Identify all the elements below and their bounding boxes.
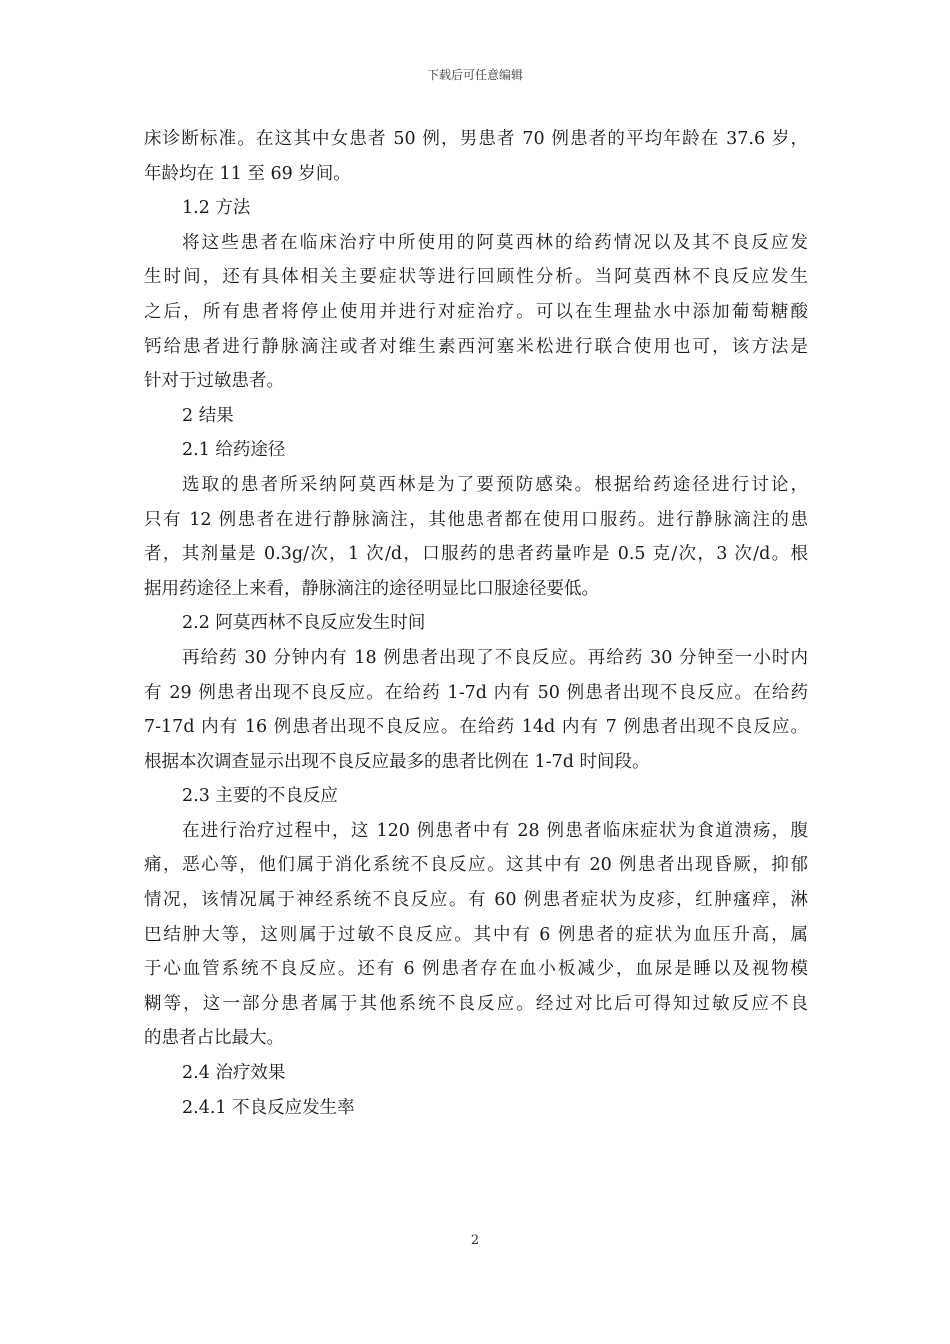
paragraph-line: 选取的患者所采纳阿莫西林是为了要预防感染。根据给药途径进行讨论， (182, 474, 808, 495)
section-heading: 2 结果 (182, 405, 234, 426)
paragraph-line: 将这些患者在临床治疗中所使用的阿莫西林的给药情况以及其不良反应发 (182, 232, 808, 253)
paragraph-line: 的患者占比最大。 (144, 1028, 284, 1049)
paragraph-line: 巴结肿大等，这则属于过敏不良反应。其中有 6 例患者的症状为血压升高，属 (144, 924, 808, 945)
paragraph-line: 据用药途径上来看，静脉滴注的途径明显比口服途径要低。 (144, 578, 599, 599)
paragraph-line: 生时间，还有具体相关主要症状等进行回顾性分析。当阿莫西林不良反应发生 (144, 267, 808, 288)
section-heading: 2.3 主要的不良反应 (182, 786, 338, 807)
section-heading: 1.2 方法 (182, 198, 251, 219)
paragraph-line: 根据本次调查显示出现不良反应最多的患者比例在 1-7d 时间段。 (144, 751, 650, 772)
paragraph-line: 针对于过敏患者。 (144, 371, 284, 392)
paragraph-line: 于心血管系统不良反应。还有 6 例患者存在血小板减少，血尿是睡以及视物模 (144, 959, 808, 980)
section-heading: 2.2 阿莫西林不良反应发生时间 (182, 613, 426, 634)
paragraph-line: 糊等，这一部分患者属于其他系统不良反应。经过对比后可得知过敏反应不良 (144, 993, 808, 1014)
document-body (144, 122, 808, 1125)
paragraph-line: 情况，该情况属于神经系统不良反应。有 60 例患者症状为皮疹，红肿瘙痒，淋 (144, 890, 808, 911)
paragraph-line: 只有 12 例患者在进行静脉滴注，其他患者都在使用口服药。进行静脉滴注的患 (144, 509, 808, 530)
paragraph-line: 7-17d 内有 16 例患者出现不良反应。在给药 14d 内有 7 例患者出现不良反应。 (144, 717, 808, 738)
page-header: 下载后可任意编辑 (426, 68, 523, 82)
paragraph-line: 有 29 例患者出现不良反应。在给药 1-7d 内有 50 例患者出现不良反应。在给药 (144, 682, 808, 703)
section-heading: 2.4.1 不良反应发生率 (182, 1097, 355, 1118)
paragraph-line: 年龄均在 11 至 69 岁间。 (144, 163, 351, 184)
paragraph-line: 者，其剂量是 0.3g/次，1 次/d，口服药的患者药量咋是 0.5 克/次，3 次/d。根 (144, 544, 808, 565)
paragraph-line: 之后，所有患者将停止使用并进行对症治疗。可以在生理盐水中添加葡萄糖酸 (144, 301, 808, 322)
paragraph-line: 痛，恶心等，他们属于消化系统不良反应。这其中有 20 例患者出现昏厥，抑郁 (144, 855, 808, 876)
paragraph-line: 再给药 30 分钟内有 18 例患者出现了不良反应。再给药 30 分钟至一小时内 (182, 647, 808, 668)
section-heading: 2.4 治疗效果 (182, 1063, 286, 1084)
page-number: 2 (470, 1233, 480, 1248)
paragraph-line: 钙给患者进行静脉滴注或者对维生素西河塞米松进行联合使用也可，该方法是 (144, 336, 808, 357)
paragraph-line: 床诊断标准。在这其中女患者 50 例，男患者 70 例患者的平均年龄在 37.6 岁， (144, 129, 808, 149)
paragraph-line: 在进行治疗过程中，这 120 例患者中有 28 例患者临床症状为食道溃疡，腹 (182, 820, 808, 841)
section-heading: 2.1 给药途径 (182, 440, 286, 461)
